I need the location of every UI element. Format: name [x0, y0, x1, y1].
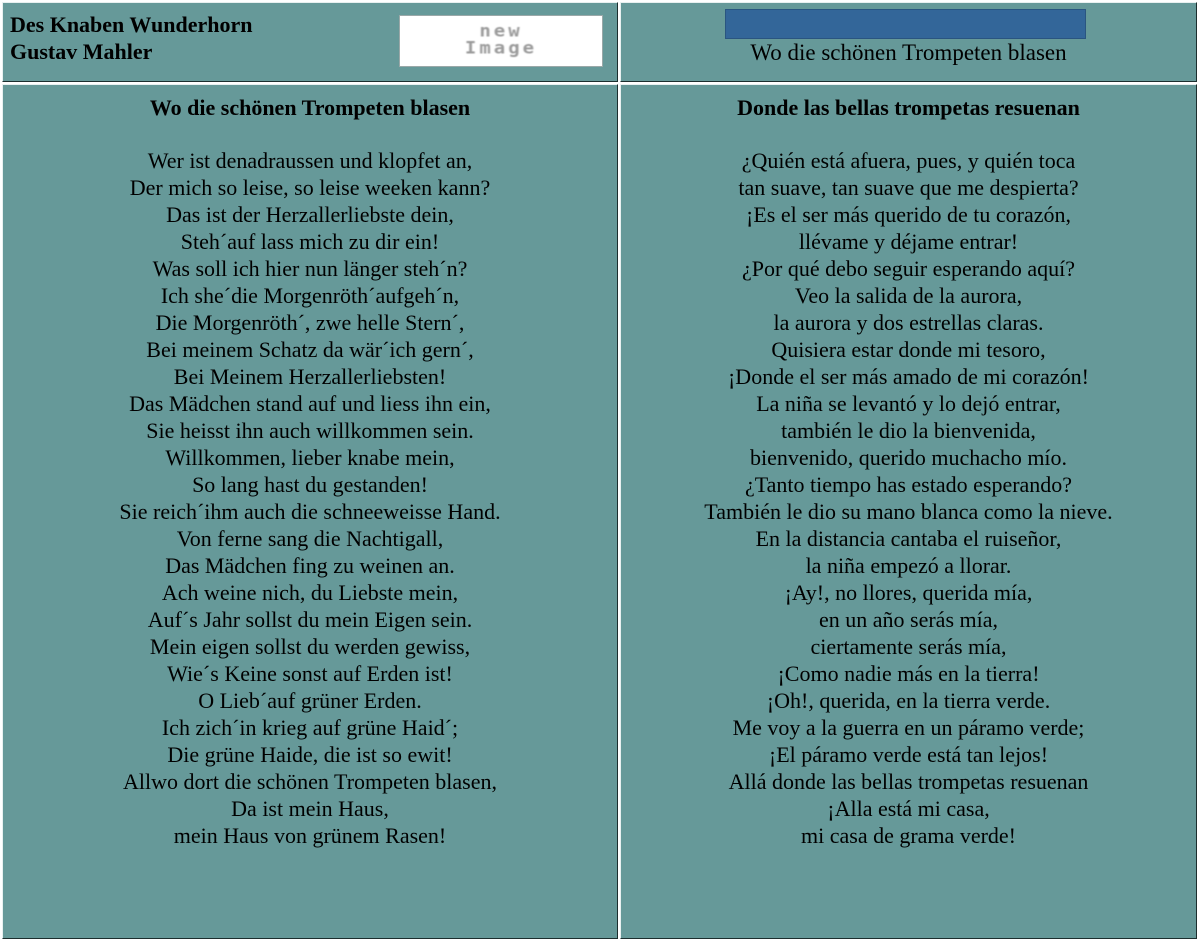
german-lyrics [3, 147, 617, 849]
lyric-line: Sie reich´ihm auch die schneeweisse Hand. [119, 499, 501, 524]
lyric-line: tan suave, tan suave que me despierta? [738, 175, 1079, 200]
lyric-line: Die Morgenröth´, zwe helle Stern´, [155, 310, 465, 335]
lyric-line: ¡Ay!, no llores, querida mía, [784, 580, 1033, 605]
german-lyrics-cell [2, 84, 618, 939]
german-poem-title: Wo die schönen Trompeten blasen [149, 95, 471, 120]
lyric-line: Auf´s Jahr sollst du mein Eigen sein. [147, 607, 473, 632]
lyric-line: bienvenido, querido muchacho mío. [749, 445, 1068, 470]
lyric-line: Mein eigen sollst du werden gewiss, [149, 634, 471, 659]
lyric-line: ciertamente serás mía, [810, 634, 1007, 659]
lyric-line: Was soll ich hier nun länger steh´n? [152, 256, 468, 281]
lyric-line: ¡Es el ser más querido de tu corazón, [746, 202, 1071, 227]
spanish-poem-title: Donde las bellas trompetas resuenan [737, 95, 1080, 120]
lyric-line: ¡Oh!, querida, en la tierra verde. [766, 688, 1051, 713]
lyric-line: O Lieb´auf grüner Erden. [198, 688, 422, 713]
spanish-lyrics [621, 147, 1196, 849]
lyric-line: Willkommen, lieber knabe mein, [165, 445, 455, 470]
lyric-line: ¡Alla está mi casa, [827, 796, 990, 821]
lyric-line: también le dio la bienvenida, [781, 418, 1036, 443]
header-left-cell [2, 2, 618, 82]
lyric-line: ¿Quién está afuera, pues, y quién toca [741, 148, 1076, 173]
lyric-line: Bei Meinem Herzallerliebsten! [173, 364, 447, 389]
lyric-line: Steh´auf lass mich zu dir ein! [180, 229, 440, 254]
new-image-text: new Image [464, 21, 538, 58]
lyric-line: Sie heisst ihn auch willkommen sein. [146, 418, 474, 443]
lyric-line: Das Mädchen stand auf und liess ihn ein, [129, 391, 491, 416]
lyric-line: la aurora y dos estrellas claras. [773, 310, 1044, 335]
lyric-line: Bei meinem Schatz da wär´ich gern´, [146, 337, 474, 362]
blue-banner-bar [725, 9, 1086, 39]
lyric-line: En la distancia cantaba el ruiseñor, [755, 526, 1062, 551]
lyric-line: la niña empezó a llorar. [805, 553, 1012, 578]
lyric-line: Me voy a la guerra en un páramo verde; [732, 715, 1085, 740]
lyric-line: Ach weine nich, du Liebste mein, [161, 580, 459, 605]
lyric-line: ¡Como nadie más en la tierra! [777, 661, 1040, 686]
lyric-line: También le dio su mano blanca como la nieve. [704, 499, 1113, 524]
lyric-line: Das ist der Herzallerliebste dein, [166, 202, 454, 227]
lyric-line: mi casa de grama verde! [801, 823, 1016, 848]
lyric-line: Wie´s Keine sonst auf Erden ist! [167, 661, 453, 686]
page-table [2, 2, 1197, 937]
lyric-line: Wer ist denadraussen und klopfet an, [147, 148, 473, 173]
lyric-line: Das Mädchen fing zu weinen an. [165, 553, 455, 578]
lyric-line: Allá donde las bellas trompetas resuenan [728, 769, 1089, 794]
lyric-line: mein Haus von grünem Rasen! [173, 823, 447, 848]
new-image-banner[interactable] [399, 15, 603, 67]
lyric-line: Allwo dort die schönen Trompeten blasen, [123, 769, 497, 794]
lyric-line: ¿Tanto tiempo has estado esperando? [744, 472, 1073, 497]
spanish-lyrics-cell [620, 84, 1197, 939]
lyric-line: ¡Donde el ser más amado de mi corazón! [727, 364, 1090, 389]
lyric-line: La niña se levantó y lo dejó entrar, [756, 391, 1061, 416]
lyric-line: en un año serás mía, [819, 607, 998, 632]
lyric-line: llévame y déjame entrar! [798, 229, 1019, 254]
lyric-line: So lang hast du gestanden! [192, 472, 428, 497]
lyric-line: Die grüne Haide, die ist so ewit! [167, 742, 453, 767]
header-right-cell [620, 2, 1197, 82]
lyric-line: ¡El páramo verde está tan lejos! [768, 742, 1049, 767]
lyric-line: Der mich so leise, so leise weeken kann? [129, 175, 491, 200]
lyric-line: Da ist mein Haus, [231, 796, 389, 821]
lyric-line: Ich zich´in krieg auf grüne Haid´; [161, 715, 459, 740]
lyric-line: Veo la salida de la aurora, [794, 283, 1023, 308]
lyric-line: Quisiera estar donde mi tesoro, [771, 337, 1046, 362]
song-title-heading: Wo die schönen Trompeten blasen [750, 40, 1067, 65]
composer-name: Gustav Mahler [10, 39, 153, 64]
work-title: Des Knaben Wunderhorn [10, 12, 253, 37]
page-title [10, 11, 252, 65]
lyric-line: ¿Por qué debo seguir esperando aquí? [742, 256, 1075, 281]
lyric-line: Von ferne sang die Nachtigall, [176, 526, 444, 551]
lyric-line: Ich she´die Morgenröth´aufgeh´n, [160, 283, 460, 308]
